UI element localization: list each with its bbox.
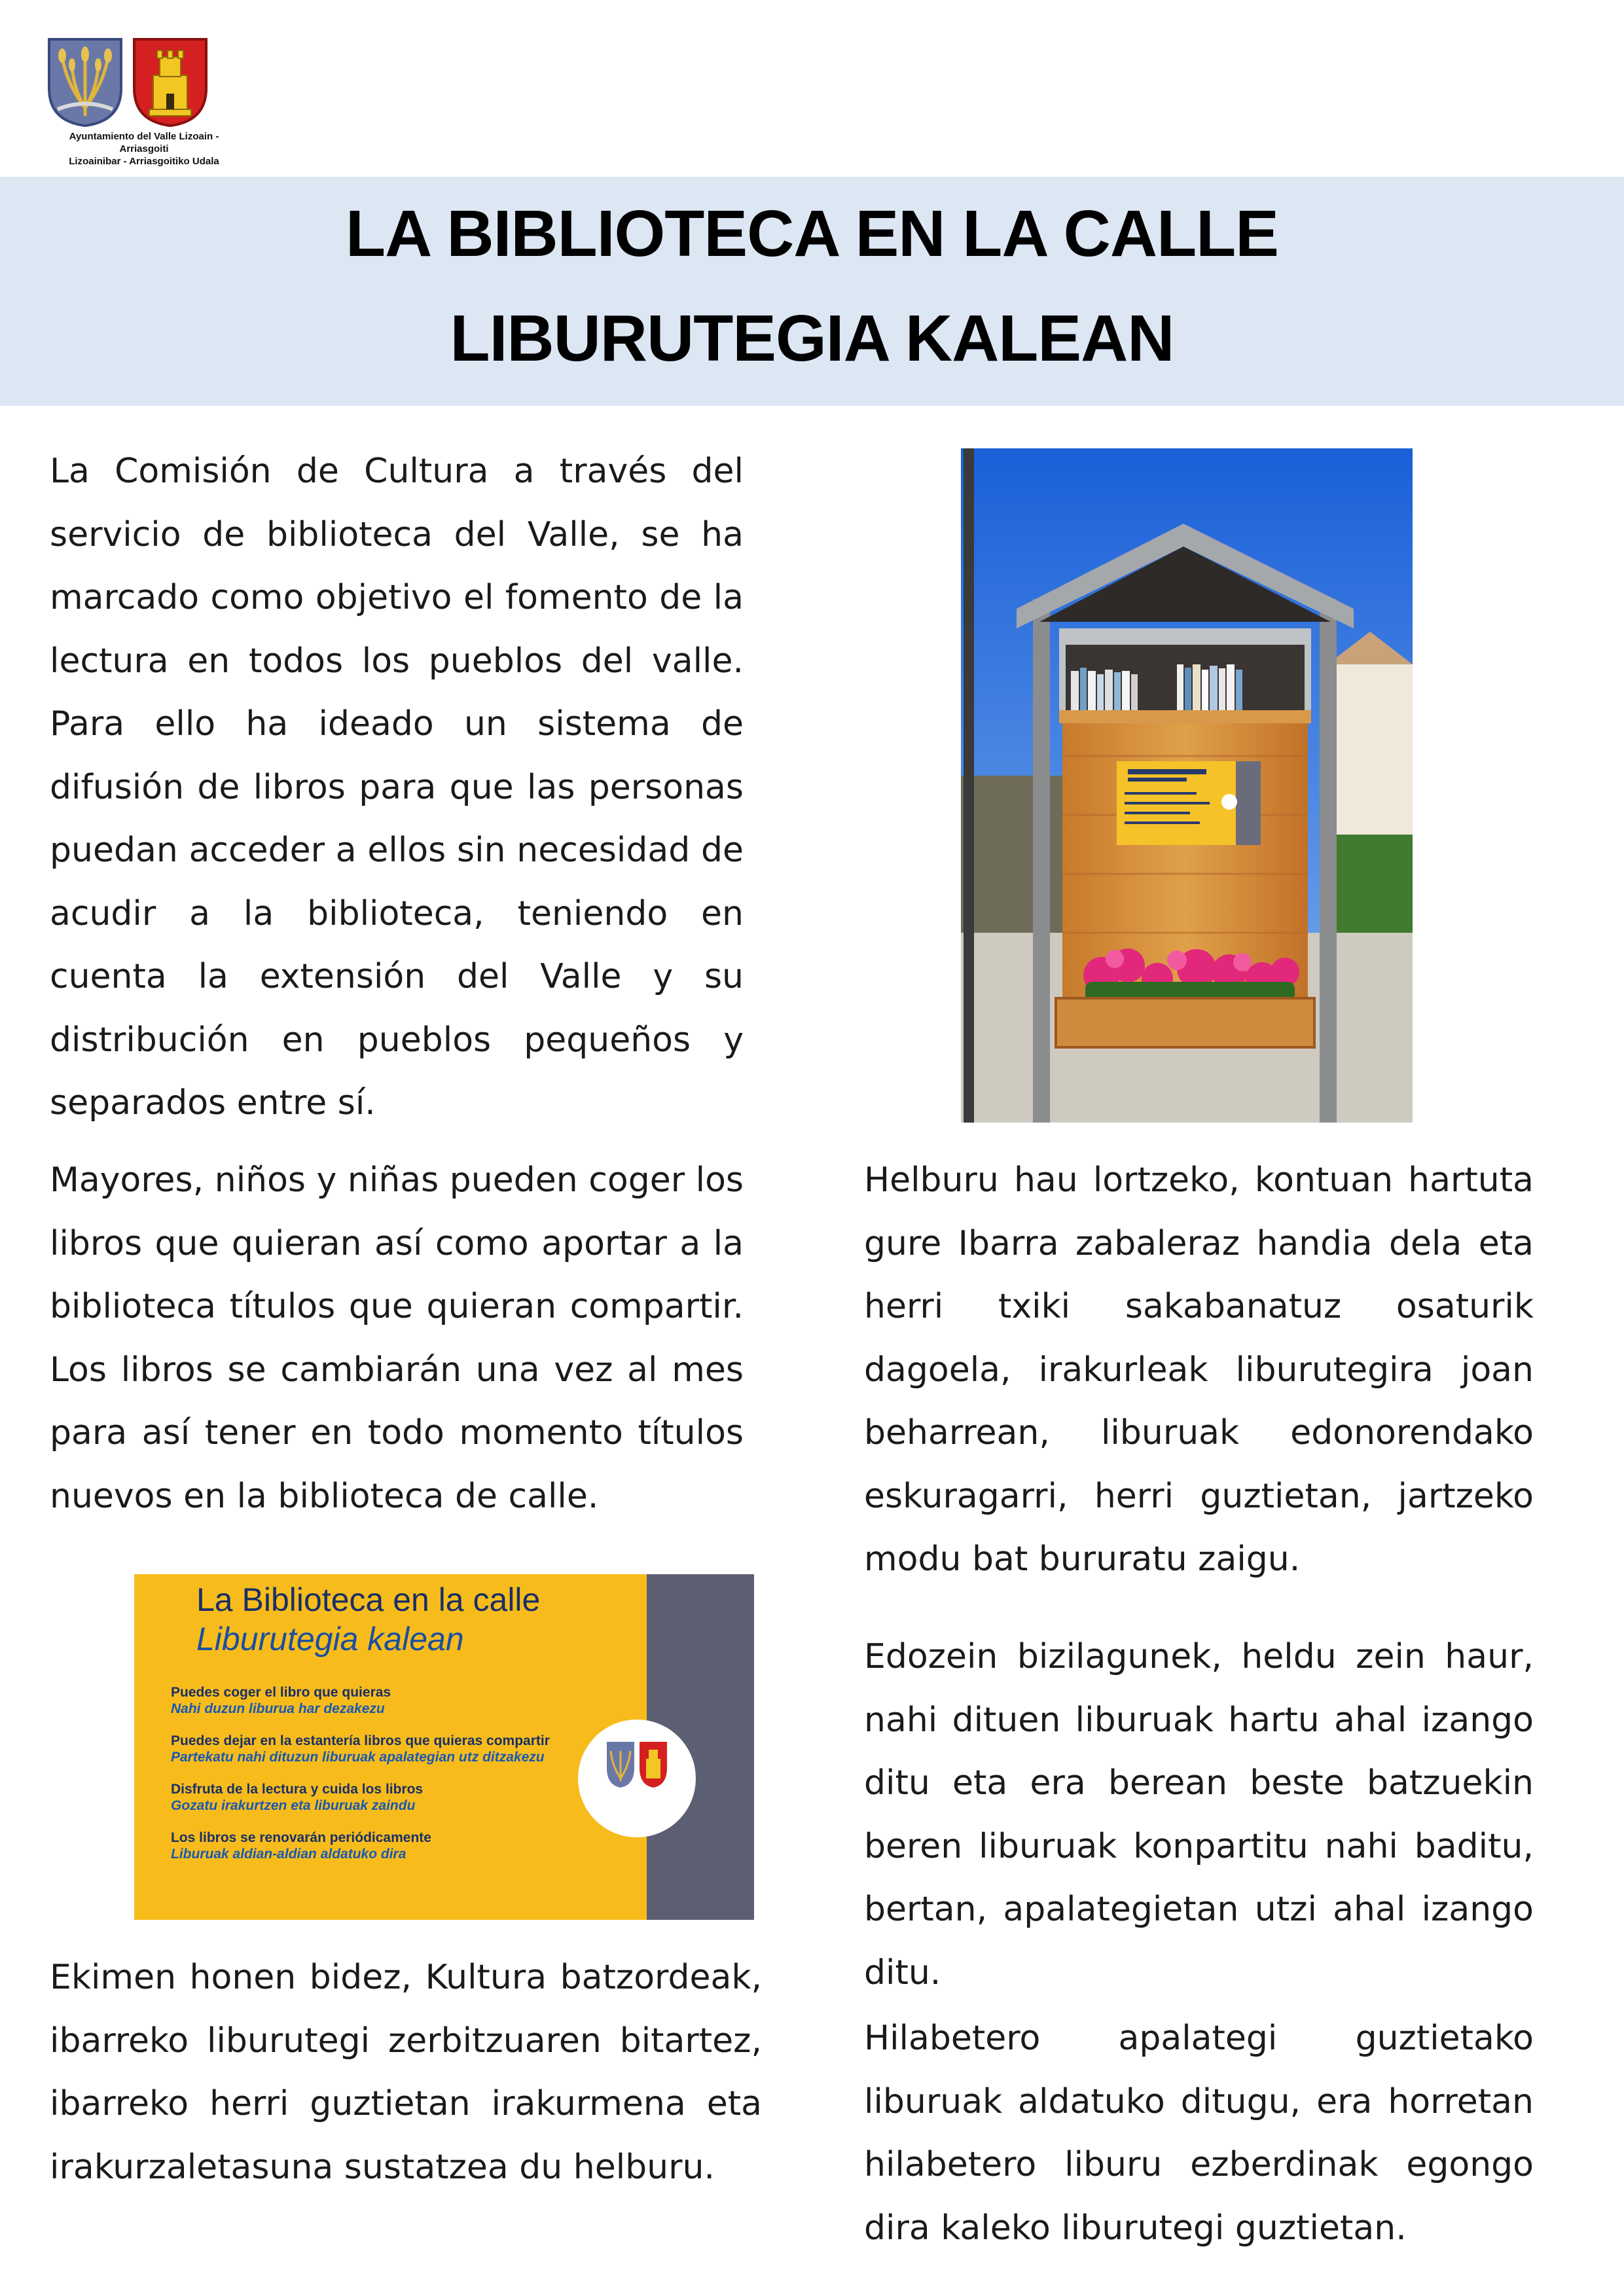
sign-rule (171, 1733, 616, 1765)
sign-rules-list (171, 1684, 616, 1878)
sign-rule-eu: Liburuak aldian-aldian aldatuko dira (171, 1847, 406, 1862)
sign-rule-eu: Nahi duzun liburua har dezakezu (171, 1701, 385, 1716)
municipal-logo (46, 36, 255, 168)
logo-caption-line1: Ayuntamiento del Valle Lizoain - Arriasgoiti (69, 131, 219, 154)
third-paragraph-eu: Edozein bizilagunek, heldu zein haur, nahi dituen liburuak hartu ahal izango ditu eta era berean beste batzuekin beren liburuak konpartitu nahi baditu, bertan, apalategietan utzi ahal izango ditu. (864, 1637, 1534, 1992)
mini-shields-icon (604, 1739, 670, 1790)
tower-shield-icon (131, 36, 209, 128)
second-paragraph-eu: Helburu hau lortzeko, kontuan hartuta gure Ibarra zabaleraz handia dela eta herri txiki sakabanatuz osaturik dagoela, irakurleak liburutegira joan beharrean, liburuak edonorendako eskuragarri, herri guztietan, jartzeko modu bat bururatu zaigu. (864, 1161, 1534, 1579)
intro-paragraph-eu: Ekimen honen bidez, Kultura batzordeak, ibarreko liburutegi zerbitzuaren bitartez, ibarreko herri guztietan irakurmena eta irakurzaletasuna sustatzea du helburu. (50, 1958, 762, 2187)
page-title-basque: LIBURUTEGIA KALEAN (450, 302, 1174, 375)
street-library-photo (961, 448, 1413, 1123)
fourth-paragraph-eu: Hilabetero apalategi guztietako liburuak aldatuko ditugu, era horretan hilabetero liburu ezberdinak egongo dira kaleko liburutegi guztietan. (864, 2019, 1534, 2248)
sign-rule-es: Los libros se renovarán periódicamente (171, 1830, 431, 1845)
sign-rule-eu: Partekatu nahi dituzun liburuak apalategian utz ditzakezu (171, 1750, 545, 1765)
title-band (0, 177, 1624, 406)
sign-rule (171, 1829, 616, 1862)
sign-rule-eu: Gozatu irakurtzen eta liburuak zaindu (171, 1798, 416, 1813)
sign-title: La Biblioteca en la calle (196, 1581, 541, 1618)
sign-rule-es: Puedes dejar en la estantería libros que quieras compartir (171, 1733, 550, 1748)
second-paragraph-es: Mayores, niños y niñas pueden coger los libros que quieran así como aportar a la biblioteca títulos que quieran compartir. Los libros se cambiarán una vez al mes para así tener en todo momento títulos nuevos en la biblioteca de calle. (50, 1161, 744, 1516)
logo-caption-line2: Lizoainibar - Arriasgoitiko Udala (69, 156, 219, 167)
sign-logo-badge (578, 1720, 696, 1837)
page-title: LA BIBLIOTECA EN LA CALLE (346, 197, 1278, 270)
wheat-shield-icon (46, 36, 124, 128)
sign-subtitle: Liburutegia kalean (196, 1621, 464, 1657)
sign-rule (171, 1684, 616, 1717)
sign-rule (171, 1781, 616, 1814)
intro-paragraph-es: La Comisión de Cultura a través del servicio de biblioteca del Valle, se ha marcado como objetivo el fomento de la lectura en todos los pueblos del valle. Para ello ha ideado un sistema de difusión de libros para que las personas puedan acceder a ellos sin necesidad de acudir a la biblioteca, teniendo en cuenta la extensión del Valle y su distribución en pueblos pequeños y separados entre sí. (50, 452, 744, 1123)
sign-rule-es: Disfruta de la lectura y cuida los libros (171, 1782, 424, 1797)
street-library-sign (134, 1574, 754, 1920)
sign-rule-es: Puedes coger el libro que quieras (171, 1685, 391, 1700)
